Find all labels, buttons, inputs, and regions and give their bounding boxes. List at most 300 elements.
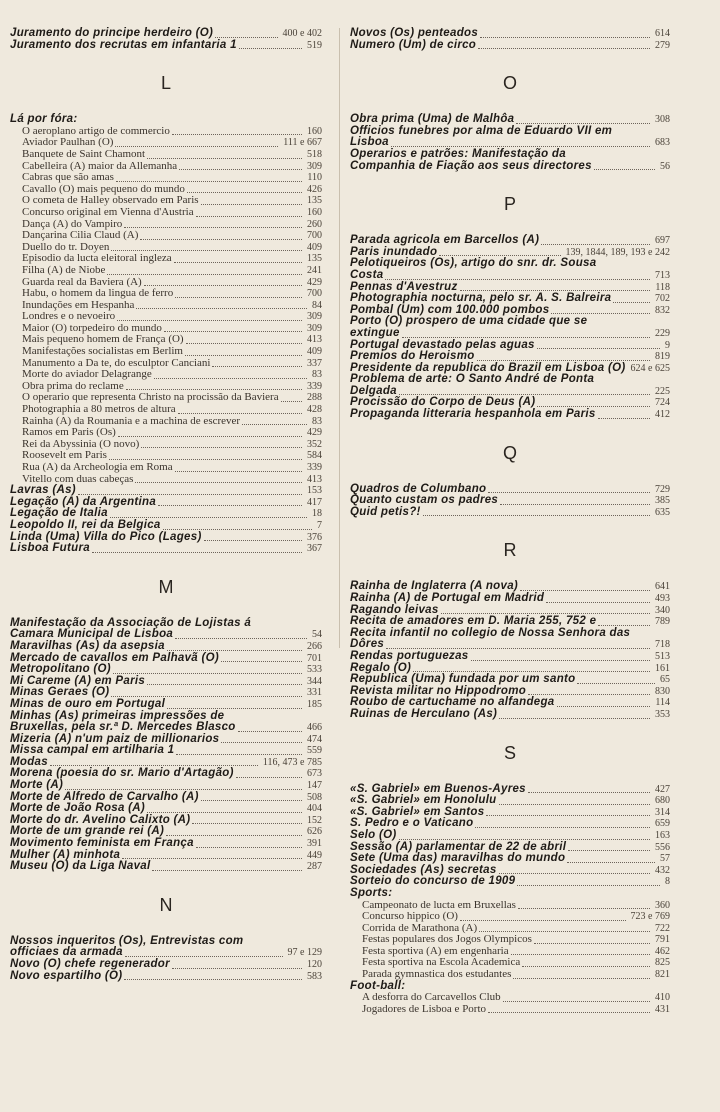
dot-leader: [499, 803, 650, 805]
entry-page-number: 266: [304, 641, 322, 653]
entry-page-number: 309: [304, 161, 322, 173]
entry-title: Sete (Uma das) maravilhas do mundo: [350, 852, 566, 865]
entry-title: Photographia nocturna, pelo sr. A. S. Balreira: [350, 292, 612, 305]
entry-title: Roubo de cartuchame no alfandega: [350, 696, 555, 709]
entry-page-number: 225: [652, 386, 670, 398]
entry-title: Presidente da republica do Brazil em Lisboa (O): [350, 361, 626, 374]
entry-title: Lá por fóra:: [10, 113, 78, 126]
dot-leader: [215, 36, 277, 38]
dot-leader: [221, 660, 302, 662]
entry-page-number: 118: [652, 282, 670, 294]
entry-page-number: 279: [652, 40, 670, 52]
entry-page-number: 789: [652, 616, 670, 628]
entry-title: Selo (O): [350, 828, 397, 841]
entry-title: Morte do dr. Avelino Calixto (A): [10, 813, 191, 826]
entry-title: Procissão do Corpo de Deus (A): [350, 396, 536, 409]
entry-page-number: 147: [304, 780, 322, 792]
entry-title: Ruinas de Herculano (As): [350, 707, 498, 720]
entry-title: Morte do aviador Delagrange: [22, 368, 152, 381]
entry-page-number: 462: [652, 946, 670, 958]
dot-leader: [598, 417, 650, 419]
entry-title: Concurso hippico (O): [362, 910, 458, 923]
entry-page-number: 700: [304, 288, 322, 300]
entry-title: Morte (A): [10, 779, 64, 792]
entry-title: Mais pequeno homem de França (O): [22, 333, 184, 346]
dot-leader: [135, 481, 302, 483]
dot-leader: [528, 791, 650, 793]
entry-page-number: 791: [652, 934, 670, 946]
dot-leader: [92, 551, 302, 553]
entry-page-number: 722: [652, 923, 670, 935]
dot-leader: [115, 145, 278, 147]
entry-page-number: 185: [304, 699, 322, 711]
index-entry: [10, 711, 322, 734]
entry-title: Maior (O) torpedeiro do mundo: [22, 321, 162, 334]
entry-title: Juramento dos recrutas em infantaria 1: [10, 38, 237, 51]
entry-page-number: 120: [304, 959, 322, 971]
entry-title: Legação de Italia: [10, 507, 108, 520]
entry-page-number: 84: [309, 300, 322, 312]
index-entry: [350, 709, 670, 721]
entry-title: Republica (Uma) fundada por um santo: [350, 673, 576, 686]
entry-title: Roosevelt em Paris: [22, 449, 107, 462]
entry-page-number: 260: [304, 219, 322, 231]
dot-leader: [186, 342, 302, 344]
dot-leader: [144, 284, 302, 286]
entry-page-number: 391: [304, 838, 322, 850]
entry-title: Festa sportiva na Escola Academica: [362, 956, 521, 969]
entry-page-number: 337: [304, 358, 322, 370]
index-entry: [350, 40, 670, 52]
entry-title: Foot-ball:: [350, 979, 406, 992]
dot-leader: [124, 226, 302, 228]
dot-leader: [567, 861, 655, 863]
dot-leader: [486, 814, 650, 816]
dot-leader: [480, 36, 650, 38]
entry-page-number: 152: [304, 815, 322, 827]
entry-page-number: 163: [652, 830, 670, 842]
dot-leader: [111, 249, 302, 251]
dot-leader: [541, 243, 650, 245]
entry-title: Recita de amadores em D. Maria 255, 752 e: [350, 615, 597, 628]
index-entry: [350, 316, 670, 339]
dot-leader: [158, 504, 302, 506]
dot-leader: [167, 649, 302, 651]
dot-leader: [511, 953, 650, 955]
entry-title: Linda (Uma) Villa do Pico (Lages): [10, 530, 202, 543]
dot-leader: [172, 133, 302, 135]
dot-leader: [126, 388, 302, 390]
entry-page-number: 819: [652, 351, 670, 363]
entry-title: Nossos inqueritos (Os), Entrevistas com officiaes da armada: [10, 934, 244, 959]
entry-page-number: 135: [304, 253, 322, 265]
entry-page-number: 474: [304, 734, 322, 746]
dot-leader: [147, 683, 302, 685]
index-entry: [350, 876, 670, 888]
entry-page-number: 641: [652, 581, 670, 593]
entry-page-number: 54: [309, 629, 322, 641]
dot-leader: [239, 47, 302, 49]
entry-page-number: 161: [652, 663, 670, 675]
dot-leader: [110, 516, 307, 518]
entry-page-number: 353: [652, 709, 670, 721]
entry-title: Sorteio do concurso de 1909: [350, 875, 516, 888]
entry-title: Filha (A) de Niobe: [22, 263, 106, 276]
entry-title: Campeonato de lucta em Bruxellas: [362, 898, 516, 911]
entry-title: A desforra do Carcavellos Club: [362, 991, 501, 1004]
dot-leader: [122, 857, 302, 859]
dot-leader: [399, 838, 651, 840]
entry-title: Quanto custam os padres: [350, 494, 499, 507]
dot-leader: [187, 191, 302, 193]
entry-title: «S. Gabriel» em Santos: [350, 805, 485, 818]
entry-page-number: 344: [304, 676, 322, 688]
dot-leader: [520, 589, 650, 591]
entry-page-number: 825: [652, 957, 670, 969]
entry-title: Juramento do principe herdeiro (O): [10, 27, 214, 39]
entry-title: Morte de Alfredo de Carvalho (A): [10, 790, 199, 803]
dot-leader: [179, 168, 302, 170]
entry-title: Mi Careme (A) em Paris: [10, 674, 146, 687]
section-letter: O: [502, 73, 517, 94]
entry-title: Rainha (A) de Portugal em Madrid: [350, 592, 545, 605]
dot-leader: [577, 682, 655, 684]
dot-leader: [124, 978, 302, 980]
dot-leader: [475, 826, 650, 828]
entry-page-number: 409: [304, 242, 322, 254]
dot-leader: [551, 312, 650, 314]
entry-page-number: 340: [652, 605, 670, 617]
entry-page-number: 314: [652, 807, 670, 819]
entry-page-number: 8: [662, 876, 670, 888]
entry-page-number: 830: [652, 686, 670, 698]
dot-leader: [204, 539, 302, 541]
dot-leader: [174, 261, 302, 263]
entry-title: Operarios e patrões: Manifestação da Companhia de Fiação aos seus directores: [350, 147, 592, 172]
entry-page-number: 584: [304, 450, 322, 462]
entry-title: Cavallo (O) mais pequeno do mundo: [22, 182, 185, 195]
entry-title: Sociedades (As) secretas: [350, 863, 497, 876]
dot-leader: [537, 347, 660, 349]
entry-page-number: 583: [304, 971, 322, 983]
dot-leader: [113, 672, 302, 674]
dot-leader: [65, 788, 302, 790]
entry-title: Recita infantil no collegio de Nossa Senhora das Dôres: [350, 626, 631, 651]
entry-title: Concurso original em Vienna d'Austria: [22, 205, 194, 218]
entry-page-number: 412: [652, 409, 670, 421]
entry-title: Parada agricola em Barcellos (A): [350, 234, 540, 247]
entry-title: O cometa de Halley observado em Paris: [22, 194, 199, 207]
entry-page-number: 110: [304, 172, 322, 184]
dot-leader: [517, 884, 660, 886]
entry-title: Novo espartilho (O): [10, 969, 123, 982]
index-entry: [350, 374, 670, 397]
dot-leader: [439, 254, 560, 256]
entry-title: Missa campal em artilharia 1: [10, 744, 175, 757]
entry-page-number: 702: [652, 293, 670, 305]
entry-title: Ramos em Paris (Os): [22, 426, 116, 439]
index-entry: [350, 409, 670, 421]
entry-page-number: 18: [309, 508, 322, 520]
entry-title: Metropolitano (O): [10, 663, 111, 676]
dot-leader: [568, 849, 650, 851]
entry-page-number: 83: [309, 416, 322, 428]
dot-leader: [281, 400, 302, 402]
entry-page-number: 429: [304, 427, 322, 439]
dot-leader: [516, 122, 650, 124]
entry-title: Regalo (O): [350, 661, 412, 674]
entry-title: Legação (A) da Argentina: [10, 495, 157, 508]
entry-title: Rainha (A) da Roumania e a machina de escrever: [22, 414, 241, 427]
dot-leader: [196, 215, 302, 217]
entry-title: Mizeria (A) n'um paiz de millionarios: [10, 732, 220, 745]
entry-page-number: 376: [304, 532, 322, 544]
dot-leader: [441, 612, 650, 614]
dot-leader: [385, 278, 650, 280]
entry-page-number: 352: [304, 439, 322, 451]
dot-leader: [185, 354, 302, 356]
dot-leader: [613, 301, 650, 303]
entry-page-number: 466: [304, 722, 322, 734]
entry-page-number: 409: [304, 346, 322, 358]
entry-title: Quadros de Columbano: [350, 482, 487, 495]
entry-page-number: 821: [652, 969, 670, 981]
entry-page-number: 624 e 625: [628, 363, 670, 375]
section-letter: N: [159, 894, 173, 915]
entry-title: Photographia a 80 metros de altura: [22, 403, 176, 416]
entry-page-number: 309: [304, 323, 322, 335]
left-column: [10, 28, 322, 982]
entry-title: Pombal (Um) com 100.000 pombos: [350, 303, 550, 316]
entry-title: Mercado de cavallos em Palhavã (O): [10, 651, 219, 664]
entry-title: Dançarina Cilia Claud (A): [22, 229, 139, 242]
entry-page-number: 83: [309, 369, 322, 381]
entry-title: Premios do Heroismo: [350, 350, 475, 363]
entry-title: Pennas d'Avestruz: [350, 280, 458, 293]
entry-page-number: 339: [304, 462, 322, 474]
dot-leader: [166, 834, 302, 836]
dot-leader: [111, 695, 302, 697]
index-entry: [10, 618, 322, 641]
entry-page-number: 428: [304, 404, 322, 416]
section-letter: M: [158, 576, 174, 597]
entry-title: Lisboa Futura: [10, 542, 90, 555]
entry-title: Quid petis?!: [350, 505, 421, 518]
entry-page-number: 683: [652, 137, 670, 149]
section-letter: R: [503, 540, 517, 561]
entry-page-number: 559: [304, 745, 322, 757]
entry-page-number: 65: [657, 674, 670, 686]
entry-page-number: 427: [652, 784, 670, 796]
entry-title: Rendas portuguezas: [350, 650, 469, 662]
section-letter: S: [503, 742, 516, 763]
entry-page-number: 111 e 667: [280, 137, 322, 149]
dot-leader: [488, 1011, 650, 1013]
entry-page-number: 626: [304, 826, 322, 838]
dot-leader: [528, 693, 650, 695]
dot-leader: [399, 393, 650, 395]
dot-leader: [522, 965, 650, 967]
dot-leader: [537, 405, 650, 407]
dot-leader: [163, 528, 312, 530]
entry-page-number: 723 e 769: [628, 911, 670, 923]
entry-title: Festas populares dos Jogos Olympicos: [362, 933, 532, 946]
dot-leader: [236, 776, 302, 778]
index-entry: [10, 745, 322, 757]
entry-page-number: 426: [304, 184, 322, 196]
entry-page-number: 713: [652, 270, 670, 282]
dot-leader: [478, 47, 650, 49]
entry-page-number: 404: [304, 803, 322, 815]
index-entry: [10, 861, 322, 873]
entry-page-number: 724: [652, 397, 670, 409]
entry-title: Minas de ouro em Portugal: [10, 697, 166, 710]
entry-page-number: 680: [652, 795, 670, 807]
dot-leader: [147, 157, 302, 159]
entry-page-number: 673: [304, 768, 322, 780]
entry-page-number: 729: [652, 484, 670, 496]
entry-title: Festa sportiva (A) em engenharia: [362, 944, 509, 957]
dot-leader: [175, 637, 307, 639]
entry-title: Numero (Um) de circo: [350, 38, 477, 51]
entry-page-number: 114: [652, 697, 670, 709]
dot-leader: [479, 930, 650, 932]
entry-title: Propaganda litteraria hespanhola em Paris: [350, 408, 596, 421]
dot-leader: [50, 764, 258, 766]
dot-leader: [175, 470, 302, 472]
dot-leader: [518, 907, 650, 909]
entry-page-number: 413: [304, 334, 322, 346]
index-entry: [10, 936, 322, 959]
dot-leader: [500, 503, 650, 505]
section-letter: L: [160, 73, 171, 94]
entry-title: Jogadores de Lisboa e Porto: [362, 1002, 487, 1015]
dot-leader: [212, 365, 302, 367]
entry-title: Paris inundado: [350, 245, 438, 258]
entry-title: Sports:: [350, 886, 393, 899]
dot-leader: [192, 822, 302, 824]
entry-page-number: 432: [652, 865, 670, 877]
dot-leader: [499, 872, 650, 874]
dot-leader: [196, 846, 302, 848]
entry-title: O operario que representa Christo na procissão da Baviera: [22, 391, 279, 404]
entry-page-number: 367: [304, 543, 322, 555]
entry-title: Vitello com duas cabeças: [22, 472, 134, 485]
entry-title: Portugal devastado pelas aguas: [350, 338, 535, 351]
entry-page-number: 431: [652, 1004, 670, 1016]
dot-leader: [460, 919, 626, 921]
dot-leader: [238, 730, 302, 732]
entry-title: Maravilhas (As) da asepsia: [10, 639, 165, 652]
entry-page-number: 701: [304, 653, 322, 665]
dot-leader: [598, 624, 650, 626]
entry-page-number: 508: [304, 792, 322, 804]
index-entry: [350, 818, 670, 830]
entry-page-number: 56: [657, 161, 670, 173]
entry-page-number: 400 e 402: [280, 28, 322, 40]
entry-title: «S. Gabriel» em Honolulu: [350, 794, 497, 807]
entry-title: Morte de João Rosa (A): [10, 802, 146, 815]
entry-page-number: 635: [652, 507, 670, 519]
dot-leader: [386, 647, 650, 649]
dot-leader: [154, 377, 307, 379]
dot-leader: [109, 458, 302, 460]
dot-leader: [423, 514, 650, 516]
entry-page-number: 697: [652, 235, 670, 247]
entry-page-number: 360: [652, 900, 670, 912]
entry-title: Manifestação da Associação de Lojistas á Camara Municipal de Lisboa: [10, 616, 252, 641]
entry-title: Episodio da lucta eleitoral ingleza: [22, 252, 172, 265]
right-column: [350, 28, 670, 1015]
entry-title: Revista militar no Hippodromo: [350, 684, 527, 697]
entry-title: Modas: [10, 755, 48, 768]
entry-page-number: 331: [304, 687, 322, 699]
index-entry: [350, 149, 670, 172]
entry-page-number: 659: [652, 818, 670, 830]
entry-title: Londres e o nevoeiro: [22, 310, 116, 323]
index-entry: [350, 628, 670, 651]
dot-leader: [201, 203, 302, 205]
dot-leader: [477, 359, 650, 361]
entry-title: Museu (O) da Liga Naval: [10, 860, 151, 873]
entry-title: O aeroplano artigo de commercio: [22, 124, 170, 137]
entry-page-number: 339: [304, 381, 322, 393]
entry-title: Cabelleira (A) maior da Allemanha: [22, 159, 178, 172]
entry-page-number: 160: [304, 126, 322, 138]
entry-page-number: 229: [652, 328, 670, 340]
entry-page-number: 160: [304, 207, 322, 219]
entry-page-number: 135: [304, 195, 322, 207]
entry-title: Pelotiqueiros (Os), artigo do snr. dr. Sousa Costa: [350, 257, 597, 281]
entry-page-number: 385: [652, 495, 670, 507]
entry-title: Dança (A) do Vampiro: [22, 217, 123, 230]
dot-leader: [503, 1000, 650, 1002]
entry-page-number: 832: [652, 305, 670, 317]
dot-leader: [116, 180, 302, 182]
entry-page-number: 288: [304, 392, 322, 404]
dot-leader: [141, 446, 302, 448]
entry-page-number: 429: [304, 277, 322, 289]
entry-title: Minhas (As) primeiras impressões de Bruxellas, pela sr.ª D. Mercedes Blasco: [10, 709, 236, 734]
index-entry: [10, 40, 322, 52]
dot-leader: [242, 423, 307, 425]
dot-leader: [175, 296, 302, 298]
entry-title: Parada gymnastica dos estudantes: [362, 968, 512, 981]
entry-page-number: 57: [657, 853, 670, 865]
entry-title: Morena (poesia do sr. Mario d'Artagão): [10, 767, 234, 780]
dot-leader: [499, 717, 650, 719]
dot-leader: [117, 319, 302, 321]
entry-page-number: 417: [304, 497, 322, 509]
entry-page-number: 139, 1844, 189, 193 e 242: [563, 247, 670, 259]
entry-page-number: 518: [304, 149, 322, 161]
entry-title: Manifestações socialistas em Berlim: [22, 345, 183, 358]
entry-title: Lavras (As): [10, 484, 76, 497]
dot-leader: [221, 741, 302, 743]
dot-leader: [402, 336, 650, 338]
entry-page-number: 308: [652, 114, 670, 126]
entry-title: Problema de arte: O Santo André de Ponta Delgada: [350, 373, 595, 397]
entry-title: Guarda real da Baviera (A): [22, 275, 142, 288]
dot-leader: [488, 491, 650, 493]
entry-title: «S. Gabriel» em Buenos-Ayres: [350, 782, 526, 795]
dot-leader: [546, 601, 650, 603]
dot-leader: [78, 493, 302, 495]
entry-title: Inundações em Hespanha: [22, 298, 135, 311]
index-entry: [350, 126, 670, 149]
dot-leader: [172, 967, 302, 969]
entry-title: Duello do tr. Doyen: [22, 240, 110, 253]
